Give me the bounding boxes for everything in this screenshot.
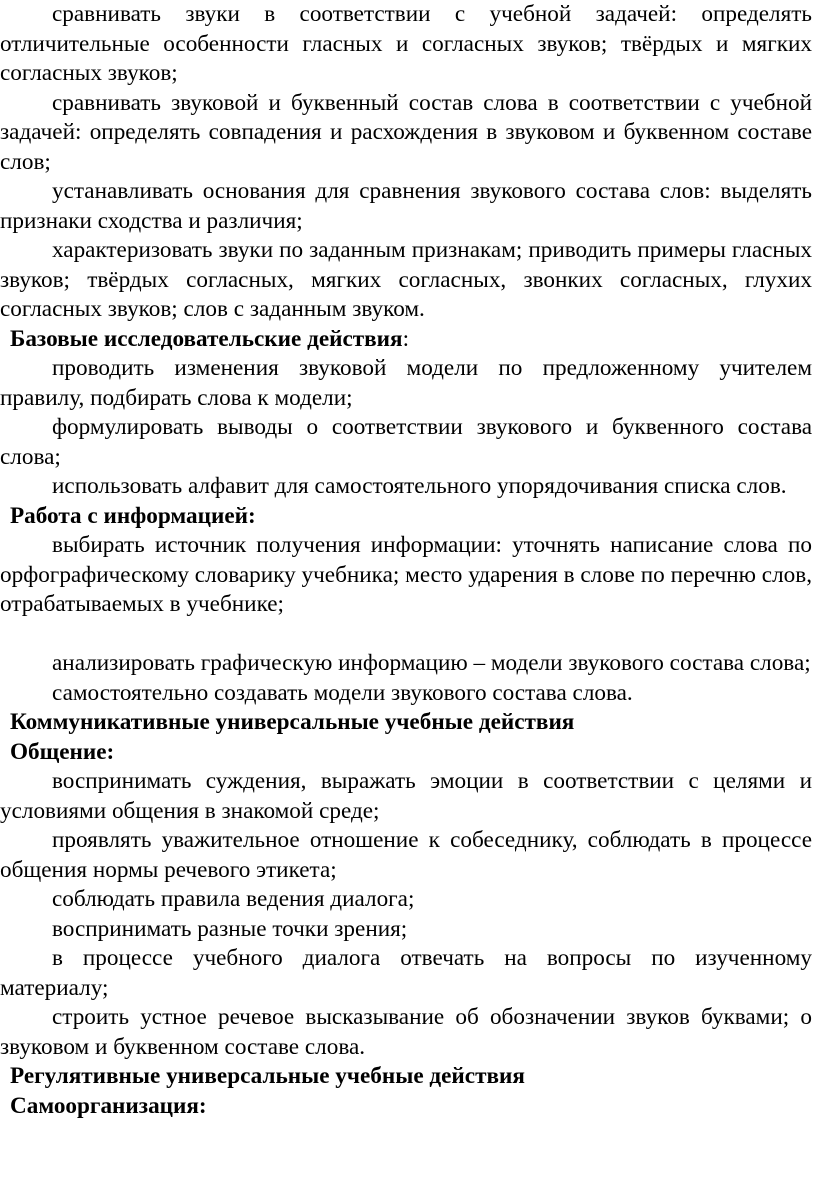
- subsection-heading: Общение:: [10, 738, 115, 765]
- paragraph: строить устное речевое высказывание об обозначении звуков буквами; о звуковом и буквенном составе слова.: [0, 1004, 812, 1060]
- paragraph: проявлять уважительное отношение к собеседнику, соблюдать в процессе общения нормы речевого этикета;: [0, 827, 812, 883]
- paragraph: формулировать выводы о соответствии звукового и буквенного состава слова;: [0, 414, 812, 470]
- section-heading: Работа с информацией:: [10, 502, 256, 529]
- paragraph: проводить изменения звуковой модели по предложенному учителем правилу, подбирать слова к модели;: [0, 355, 812, 411]
- paragraph: воспринимать суждения, выражать эмоции в соответствии с целями и условиями общения в знакомой среде;: [0, 768, 812, 824]
- heading-colon: :: [402, 325, 410, 352]
- paragraph: характеризовать звуки по заданным признакам; приводить примеры гласных звуков; твёрдых согласных, мягких согласных, звонких согласных, глухих согласных звуков; слов с заданным звуком.: [0, 237, 812, 322]
- paragraph: соблюдать правила ведения диалога;: [52, 886, 415, 912]
- blank-line: [0, 620, 812, 650]
- section-heading: Регулятивные универсальные учебные действия: [10, 1063, 525, 1089]
- paragraph: анализировать графическую информацию – модели звукового состава слова;: [52, 650, 811, 676]
- heading-text: Базовые исследовательские действия: [10, 325, 403, 352]
- paragraph: сравнивать звуки в соответствии с учебной задачей: определять отличительные особенности гласных и согласных звуков; твёрдых и мягких согласных звуков;: [0, 1, 812, 86]
- paragraph: выбирать источник получения информации: уточнять написание слова по орфографическому словарику учебника; место ударения в слове по перечню слов, отрабатываемых в учебнике;: [0, 532, 812, 617]
- section-heading: Коммуникативные универсальные учебные действия: [10, 709, 575, 735]
- paragraph: самостоятельно создавать модели звукового состава слова.: [52, 679, 633, 706]
- paragraph: сравнивать звуковой и буквенный состав слова в соответствии с учебной задачей: определять совпадения и расхождения в звуковом и буквенном составе слов;: [0, 89, 812, 175]
- subsection-heading: Самоорганизация:: [10, 1092, 207, 1119]
- paragraph: в процессе учебного диалога отвечать на вопросы по изученному материалу;: [0, 945, 812, 1001]
- paragraph: использовать алфавит для самостоятельного упорядочивания списка слов.: [52, 473, 787, 499]
- paragraph: устанавливать основания для сравнения звукового состава слов: выделять признаки сходства и различия;: [0, 178, 812, 234]
- section-heading: [0, 325, 812, 355]
- paragraph: воспринимать разные точки зрения;: [52, 915, 408, 942]
